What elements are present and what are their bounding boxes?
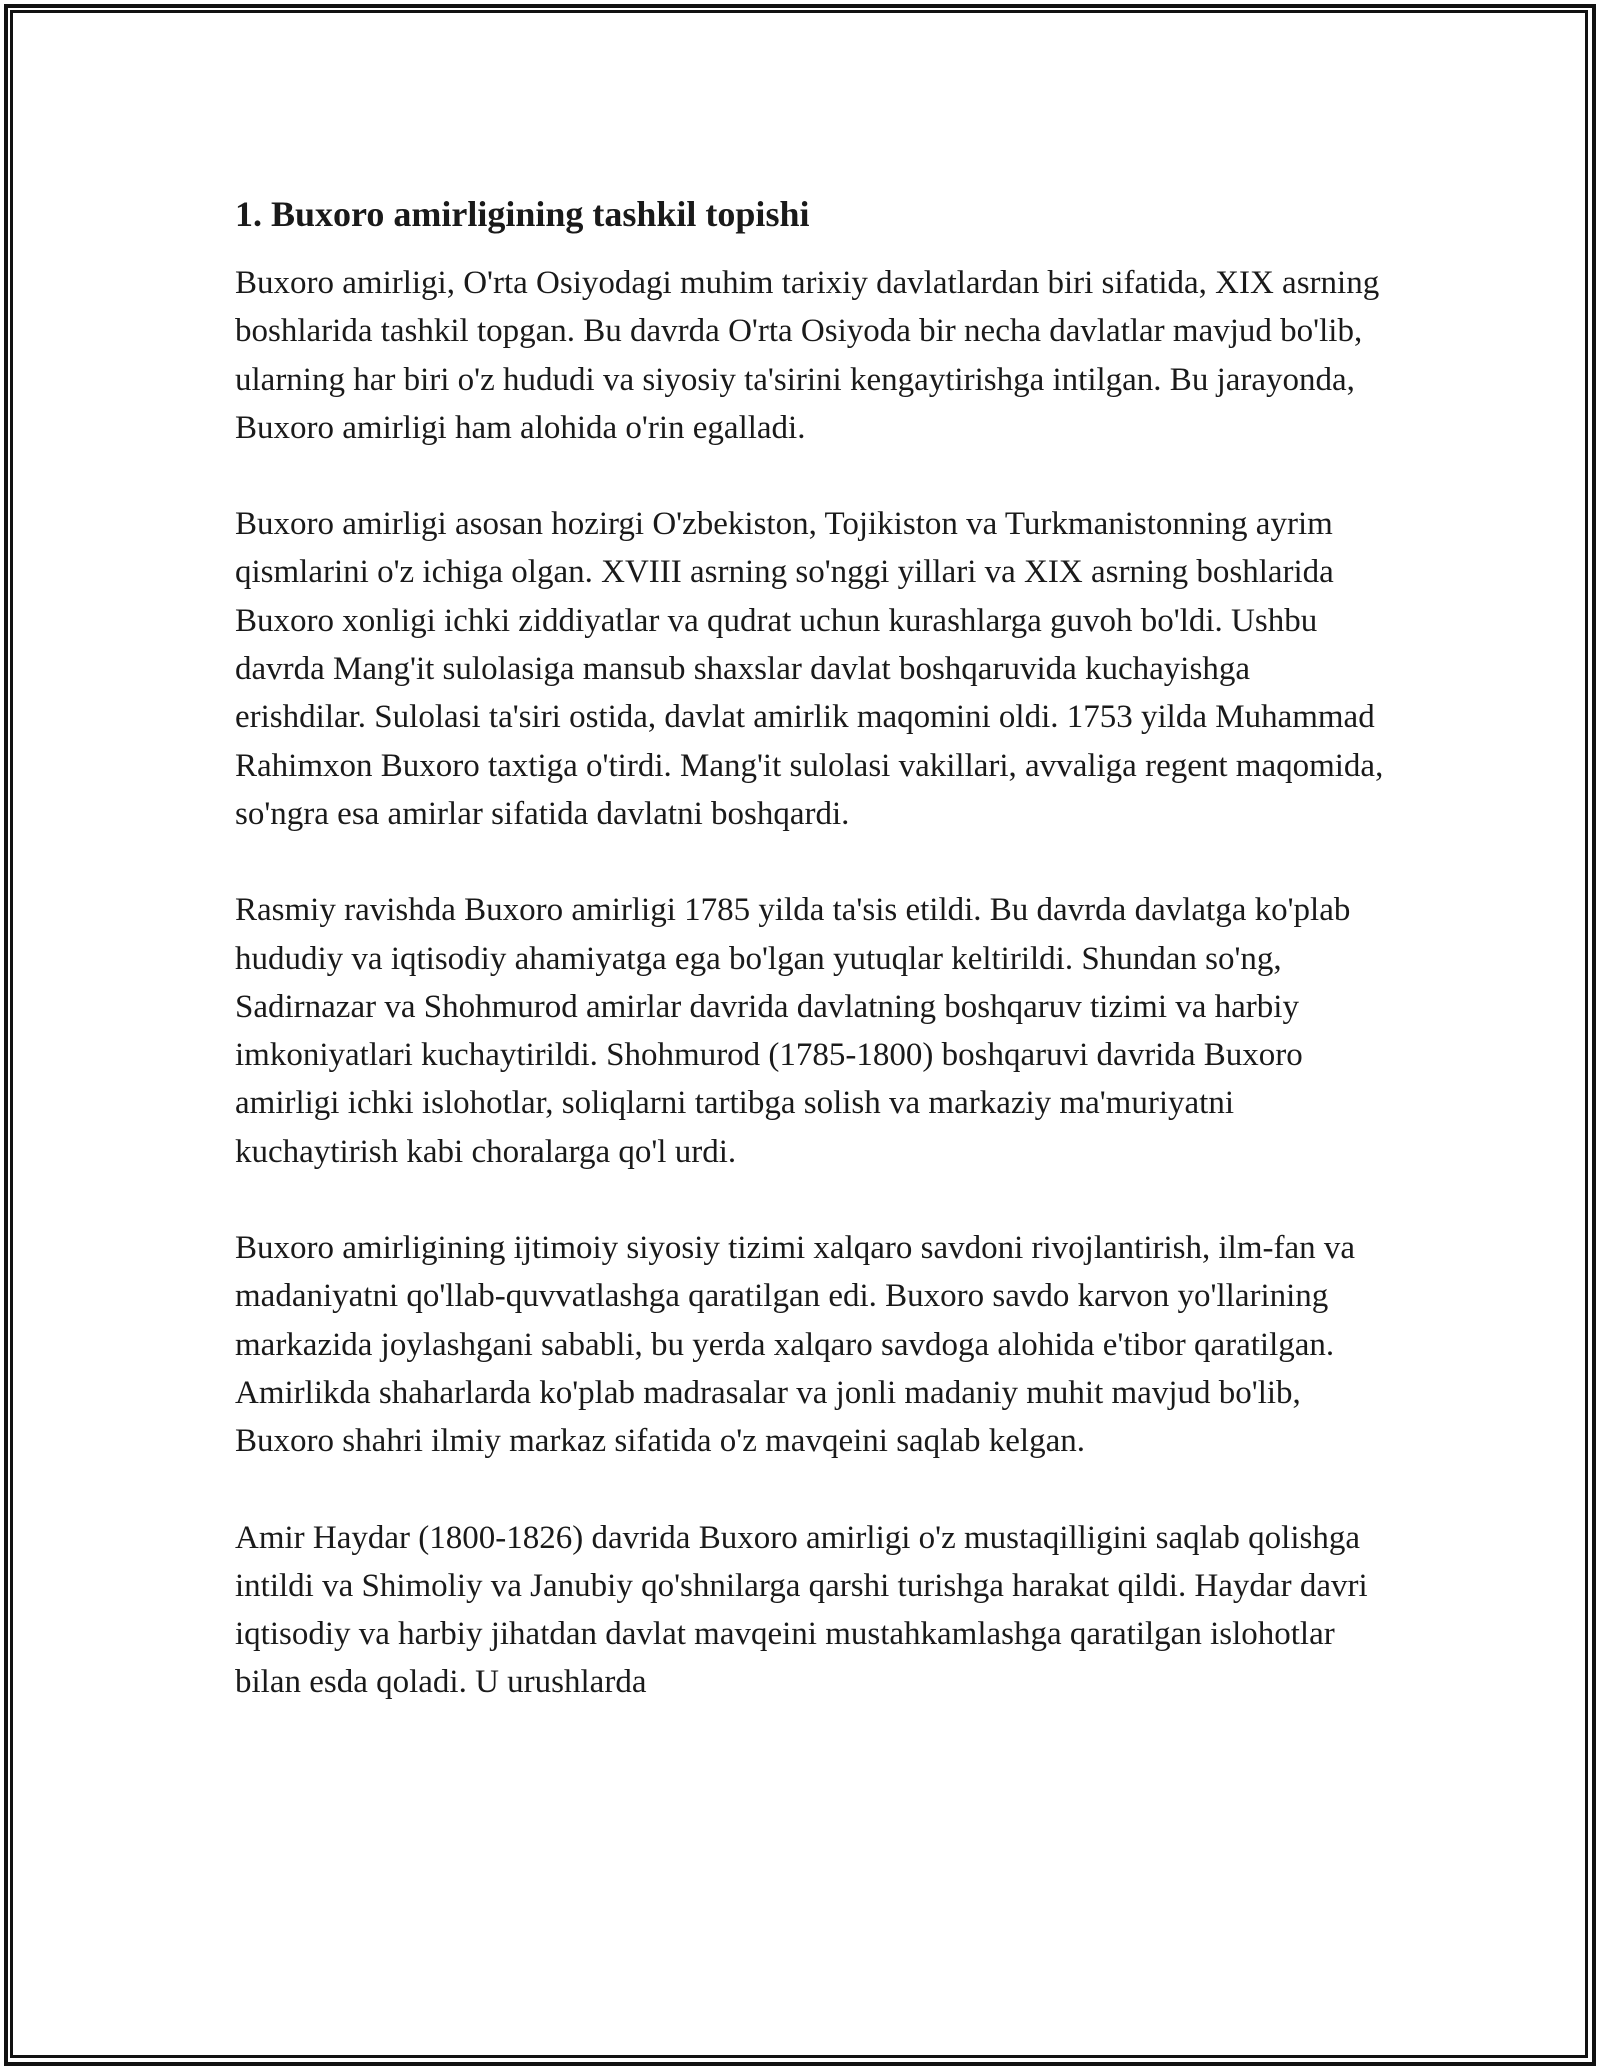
paragraph-1: Buxoro amirligi, O'rta Osiyodagi muhim tarixiy davlatlardan biri sifatida, XIX asrning boshlarida tashkil topgan. Bu davrda O'rta Osiyoda bir necha davlatlar mavjud bo'lib, ularning har biri o'z hududi va siyosiy ta'sirini kengaytirishga intilgan. Bu jarayonda, Buxoro amirligi ham alohida o'rin egalladi.: [235, 265, 1380, 446]
document-body: [235, 185, 1385, 1755]
section-heading: 1. Buxoro amirligining tashkil topishi: [235, 194, 810, 234]
paragraph-2: Buxoro amirligi asosan hozirgi O'zbekiston, Tojikiston va Turkmanistonning ayrim qismlarini o'z ichiga olgan. XVIII asrning so'nggi yillari va XIX asrning boshlarida Buxoro xonligi ichki ziddiyatlar va qudrat uchun kurashlarga guvoh bo'ldi. Ushbu davrda Mang'it sulolasiga mansub shaxslar davlat boshqaruvida kuchayishga erishdilar. Sulolasi ta'siri ostida, davlat amirlik maqomini oldi. 1753 yilda Muhammad Rahimxon Buxoro taxtiga o'tirdi. Mang'it sulolasi vakillari, avvaliga regent maqomida, so'ngra esa amirlar sifatida davlatni boshqardi.: [235, 506, 1384, 832]
paragraph-4: Buxoro amirligining ijtimoiy siyosiy tizimi xalqaro savdoni rivojlantirish, ilm-fan va madaniyatni qo'llab-quvvatlashga qaratilgan edi. Buxoro savdo karvon yo'llarining markazida joylashgani sababli, bu yerda xalqaro savdoga alohida e'tibor qaratilgan. Amirlikda shaharlarda ko'plab madrasalar va jonli madaniy muhit mavjud bo'lib, Buxoro shahri ilmiy markaz sifatida o'z mavqeini saqlab kelgan.: [235, 1230, 1356, 1460]
paragraph-3: Rasmiy ravishda Buxoro amirligi 1785 yilda ta'sis etildi. Bu davrda davlatga ko'plab hududiy va iqtisodiy ahamiyatga ega bo'lgan yutuqlar keltirildi. Shundan so'ng, Sadirnazar va Shohmurod amirlar davrida davlatning boshqaruv tizimi va harbiy imkoniyatlari kuchaytirildi. Shohmurod (1785-1800) boshqaruvi davrida Buxoro amirligi ichki islohotlar, soliqlarni tartibga solish va markaziy ma'muriyatni kuchaytirish kabi choralarga qo'l urdi.: [235, 892, 1351, 1170]
paragraph-5: Amir Haydar (1800-1826) davrida Buxoro amirligi o'z mustaqilligini saqlab qolishga intildi va Shimoliy va Janubiy qo'shnilarga qarshi turishga harakat qildi. Haydar davri iqtisodiy va harbiy jihatdan davlat mavqeini mustahkamlashga qaratilgan islohotlar bilan esda qoladi. U urushlarda: [235, 1519, 1368, 1701]
